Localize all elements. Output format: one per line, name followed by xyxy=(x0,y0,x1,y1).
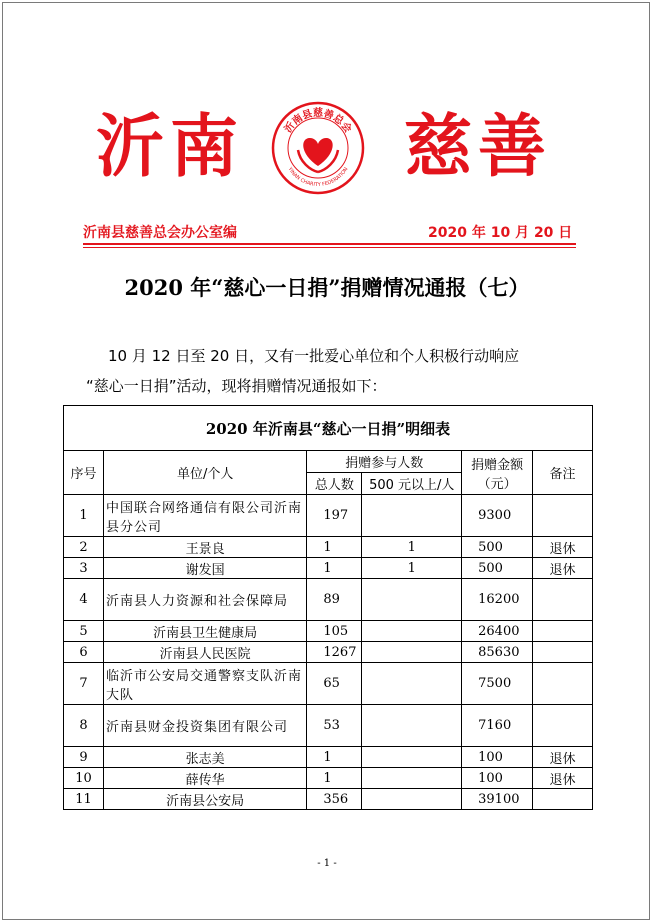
cell-total: 53 xyxy=(307,705,362,747)
cell-total: 1 xyxy=(307,558,362,579)
cell-remark: 退休 xyxy=(533,747,593,768)
cell-unit: 沂南县财金投资集团有限公司 xyxy=(103,705,306,747)
cell-remark: 退休 xyxy=(533,768,593,789)
cell-total: 89 xyxy=(307,579,362,621)
cell-index: 4 xyxy=(64,579,104,621)
cell-over500: 1 xyxy=(362,537,462,558)
cell-index: 10 xyxy=(64,768,104,789)
page-number: - 1 - xyxy=(317,858,337,869)
cell-unit: 张志美 xyxy=(103,747,306,768)
editor-label: 沂南县慈善总会办公室编 xyxy=(83,225,237,241)
donation-table xyxy=(63,405,593,810)
header-index: 序号 xyxy=(64,451,104,495)
cell-amount: 26400 xyxy=(462,621,533,642)
cell-total: 65 xyxy=(307,663,362,705)
charity-logo xyxy=(270,100,366,196)
masthead xyxy=(0,92,654,202)
cell-unit: 中国联合网络通信有限公司沂南县分公司 xyxy=(103,495,306,537)
cell-total: 105 xyxy=(307,621,362,642)
table-row xyxy=(64,621,593,642)
header-remark: 备注 xyxy=(533,451,593,495)
page-title: 2020 年“慈心一日捐”捐赠情况通报（七） xyxy=(124,275,530,300)
cell-total: 1 xyxy=(307,747,362,768)
cell-amount: 16200 xyxy=(462,579,533,621)
cell-amount: 7500 xyxy=(462,663,533,705)
red-rule-bottom xyxy=(83,247,576,248)
brand-left-title: 沂南 xyxy=(96,107,245,187)
table-row xyxy=(64,558,593,579)
cell-amount: 7160 xyxy=(462,705,533,747)
cell-total: 356 xyxy=(307,789,362,810)
cell-unit: 沂南县人民医院 xyxy=(103,642,306,663)
header-total: 总人数 xyxy=(307,473,362,495)
cell-unit: 沂南县人力资源和社会保障局 xyxy=(103,579,306,621)
cell-over500 xyxy=(362,768,462,789)
table-row xyxy=(64,789,593,810)
cell-unit: 临沂市公安局交通警察支队沂南大队 xyxy=(103,663,306,705)
cell-over500 xyxy=(362,789,462,810)
cell-remark xyxy=(533,789,593,810)
cell-unit: 谢发国 xyxy=(103,558,306,579)
cell-over500 xyxy=(362,747,462,768)
cell-index: 6 xyxy=(64,642,104,663)
intro-line-2: “慈心一日捐”活动，现将捐赠情况通报如下： xyxy=(86,377,387,395)
cell-remark xyxy=(533,663,593,705)
cell-amount: 100 xyxy=(462,747,533,768)
table-row xyxy=(64,705,593,747)
cell-index: 11 xyxy=(64,789,104,810)
header-amount: 捐赠金额（元） xyxy=(462,451,533,495)
table-row xyxy=(64,768,593,789)
table-row xyxy=(64,495,593,537)
cell-unit: 沂南县公安局 xyxy=(103,789,306,810)
cell-amount: 85630 xyxy=(462,642,533,663)
red-rule-top xyxy=(83,243,576,245)
cell-over500 xyxy=(362,621,462,642)
cell-unit: 薛传华 xyxy=(103,768,306,789)
cell-index: 1 xyxy=(64,495,104,537)
svg-text:沂南县慈善总会: 沂南县慈善总会 xyxy=(282,108,354,135)
cell-over500 xyxy=(362,663,462,705)
table-row xyxy=(64,642,593,663)
cell-over500 xyxy=(362,642,462,663)
cell-remark xyxy=(533,621,593,642)
cell-index: 5 xyxy=(64,621,104,642)
intro-line-1: 10 月 12 日至 20 日，又有一批爱心单位和个人积极行动响应 xyxy=(108,347,520,365)
cell-over500: 1 xyxy=(362,558,462,579)
cell-total: 197 xyxy=(307,495,362,537)
cell-remark xyxy=(533,705,593,747)
cell-total: 1267 xyxy=(307,642,362,663)
cell-remark xyxy=(533,579,593,621)
cell-amount: 500 xyxy=(462,537,533,558)
cell-amount: 100 xyxy=(462,768,533,789)
header-unit: 单位/个人 xyxy=(103,451,306,495)
cell-index: 2 xyxy=(64,537,104,558)
table-row xyxy=(64,747,593,768)
table-row xyxy=(64,537,593,558)
cell-remark xyxy=(533,495,593,537)
header-over500: 500 元以上/人 xyxy=(362,473,462,495)
cell-index: 7 xyxy=(64,663,104,705)
cell-remark xyxy=(533,642,593,663)
cell-index: 3 xyxy=(64,558,104,579)
cell-remark: 退休 xyxy=(533,558,593,579)
cell-remark: 退休 xyxy=(533,537,593,558)
issue-date: 2020 年 10 月 20 日 xyxy=(428,225,573,241)
table-caption: 2020 年沂南县“慈心一日捐”明细表 xyxy=(64,406,593,451)
cell-unit: 沂南县卫生健康局 xyxy=(103,621,306,642)
cell-over500 xyxy=(362,705,462,747)
table-row xyxy=(64,579,593,621)
cell-total: 1 xyxy=(307,768,362,789)
header-participants: 捐赠参与人数 xyxy=(307,451,462,473)
cell-over500 xyxy=(362,579,462,621)
table-row xyxy=(64,663,593,705)
cell-unit: 王景良 xyxy=(103,537,306,558)
cell-index: 9 xyxy=(64,747,104,768)
svg-text:YINAN CHARITY FEDERATION: YINAN CHARITY FEDERATION xyxy=(286,166,350,189)
cell-over500 xyxy=(362,495,462,537)
cell-total: 1 xyxy=(307,537,362,558)
cell-amount: 500 xyxy=(462,558,533,579)
brand-right-title: 慈善 xyxy=(404,107,553,187)
cell-index: 8 xyxy=(64,705,104,747)
cell-amount: 9300 xyxy=(462,495,533,537)
cell-amount: 39100 xyxy=(462,789,533,810)
